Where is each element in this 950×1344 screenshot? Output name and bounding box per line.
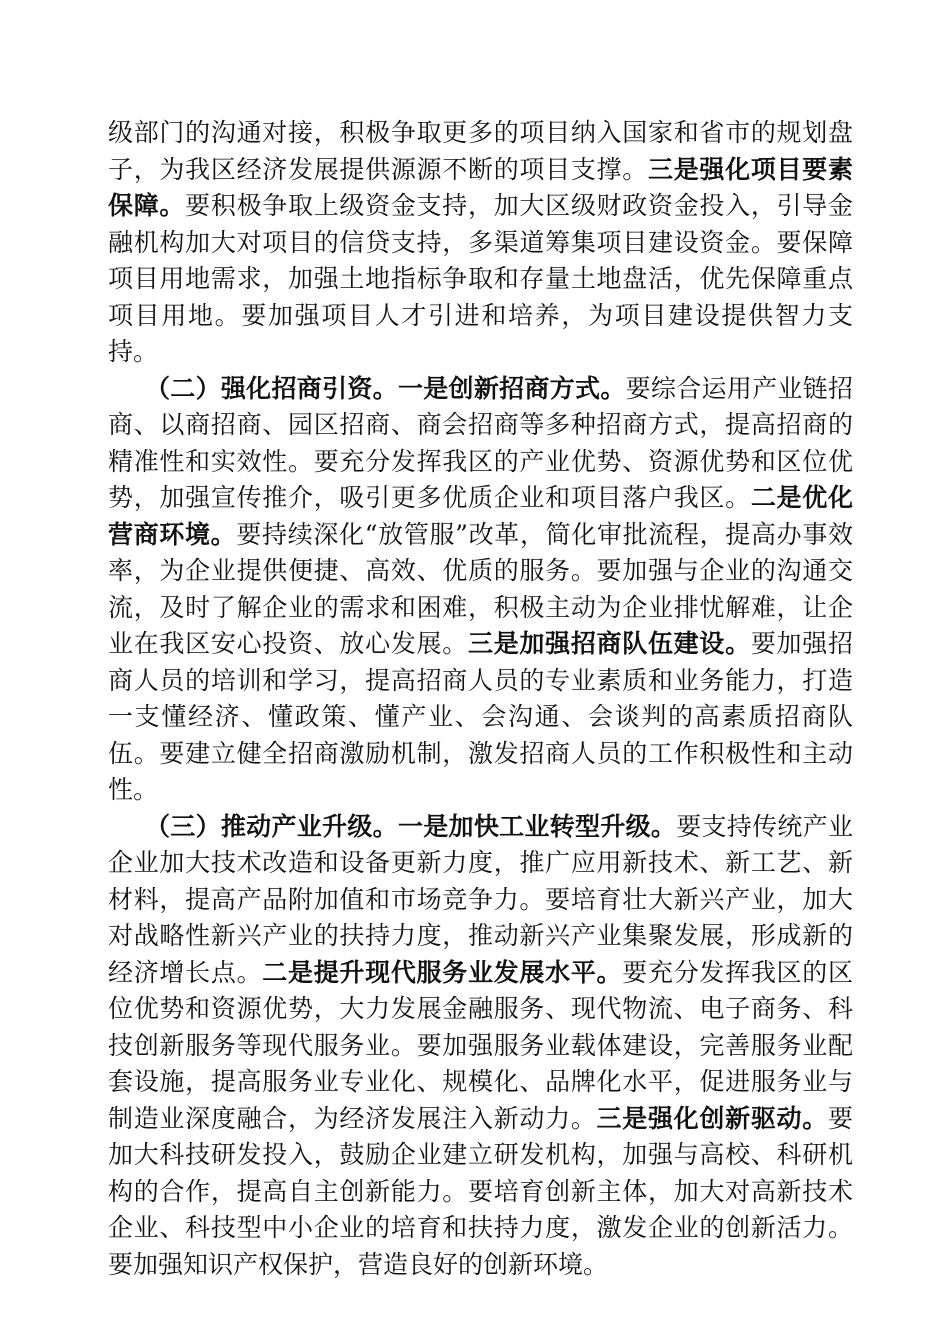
paragraph-industrial-upgrade (108, 809, 853, 1284)
paragraph-investment-attraction (108, 371, 853, 809)
heading-innovation-driven: 三是强化创新驱动。 (596, 1103, 828, 1133)
paragraph-text: 要综合运用产业链招商、以商招商、园区招商、商会招商等多种招商方式，提高招商的精准性和实效性。要充分发挥我区的产业优势、资源优势和区位优势，加强宣传推介，吸引更多优质企业和项目落户我区。 (108, 373, 853, 512)
heading-strengthen-project-factors: 三是强化项目要素保障。 (108, 154, 853, 220)
paragraph-text: 要支持传统产业企业加大技术改造和设备更新力度，推广应用新技术、新工艺、新材料，提高产品附加值和市场竞争力。要培育壮大新兴产业，加大对战略性新兴产业的扶持力度，推动新兴产业集聚发展，形成新的经济增长点。 (108, 811, 853, 987)
document-body (108, 115, 853, 1283)
heading-investment-attraction: （二）强化招商引资。一是创新招商方式。 (145, 373, 626, 403)
paragraph-text: 要加大科技研发投入，鼓励企业建立研发机构，加强与高校、科研机构的合作，提高自主创新能力。要培育创新主体，加大对高新技术企业、科技型中小企业的培育和扶持力度，激发企业的创新活力。要加强知识产权保护，营造良好的创新环境。 (108, 1103, 853, 1279)
heading-industrial-upgrade: （三）推动产业升级。一是加快工业转型升级。 (145, 811, 677, 841)
heading-investment-team: 三是加强招商队伍建设。 (467, 629, 751, 658)
paragraph-text: 要加强招商人员的培训和学习，提高招商人员的专业素质和业务能力，打造一支懂经济、懂政策、懂产业、会沟通、会谈判的高素质招商队伍。要建立健全招商激励机制，激发招商人员的工作积极性和主动性。 (108, 629, 853, 804)
heading-business-environment: 二是优化营商环境。 (108, 483, 853, 549)
paragraph-text: 级部门的沟通对接，积极争取更多的项目纳入国家和省市的规划盘子，为我区经济发展提供源源不断的项目支撑。 (108, 118, 853, 184)
paragraph-project-support (108, 115, 853, 371)
paragraph-text: 要持续深化“放管服”改革，简化审批流程，提高办事效率，为企业提供便捷、高效、优质的服务。要加强与企业的沟通交流，及时了解企业的需求和困难，积极主动为企业排忧解难，让企业在我区安心投资、放心发展。 (108, 519, 853, 658)
paragraph-text: 要积极争取上级资金支持，加大区级财政资金投入，引导金融机构加大对项目的信贷支持，多渠道筹集项目建设资金。要保障项目用地需求，加强土地指标争取和存量土地盘活，优先保障重点项目用地。要加强项目人才引进和培养，为项目建设提供智力支持。 (108, 191, 853, 366)
heading-modern-services: 二是提升现代服务业发展水平。 (262, 957, 623, 987)
paragraph-text: 要充分发挥我区的区位优势和资源优势，大力发展金融服务、现代物流、电子商务、科技创新服务等现代服务业。要加强服务业载体建设，完善服务业配套设施，提高服务业专业化、规模化、品牌化水平，促进服务业与制造业深度融合，为经济发展注入新动力。 (108, 957, 853, 1133)
